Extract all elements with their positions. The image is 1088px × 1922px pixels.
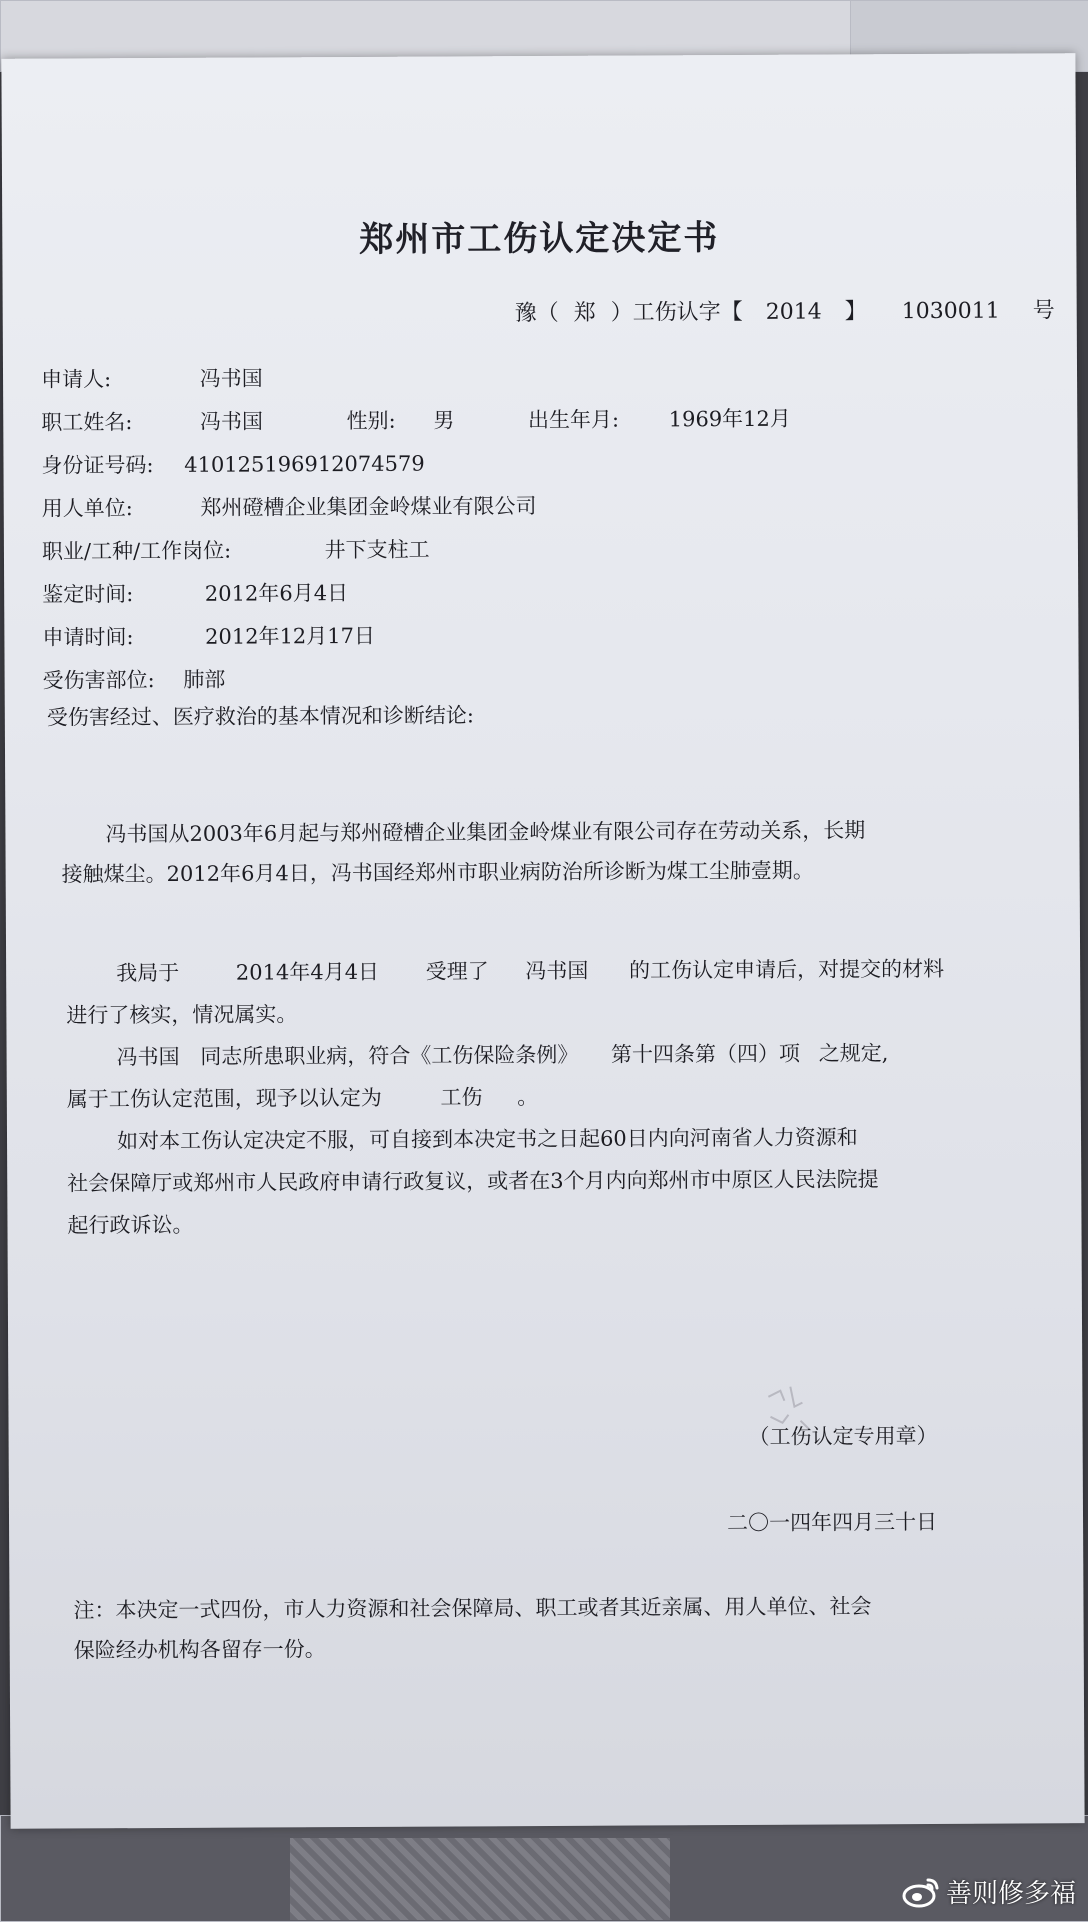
decision-result: 工伤 [440,1085,483,1110]
decision-paragraph-2-line2 [67,1087,538,1110]
watermark-text: 善则修多福 [945,1879,1076,1909]
weibo-icon [902,1876,940,1908]
doc-number-region: 郑 [573,300,596,326]
decision-text: 的工伤认定申请后，对提交的材料 [629,956,945,983]
field-label: 受伤害部位: [42,668,155,693]
field-value: 410125196912074579 [184,451,425,477]
decision-name: 冯书国 [116,1044,180,1070]
field-value: 冯书国 [199,366,263,391]
note-line: 注：本决定一式四份，市人力资源和社会保障局、职工或者其近亲属、用人单位、社会 [73,1594,872,1623]
appeal-line: 社会保障厅或郑州市人民政府申请行政复议，或者在3个月内向郑州市中原区人民法院提 [67,1167,879,1196]
field-worker-info [41,403,791,437]
field-occupation [42,534,430,566]
doc-number-middle: ）工伤认字【 [610,299,743,326]
field-label: 性别: [346,408,396,434]
decision-text: 。 [517,1085,539,1110]
decision-paragraph-2 [117,1043,889,1068]
field-value: 肺部 [183,667,226,692]
document-number [515,293,1055,327]
appeal-line: 如对本工伤认定决定不服，可自接到本决定书之日起60日内向河南省人力资源和 [116,1125,858,1154]
decision-text: 同志所患职业病，符合《工伤保险条例》 [200,1042,579,1069]
doc-number-year: 2014 [765,299,822,325]
background-photo-fragment [290,1838,670,1920]
doc-number-prefix: 豫（ [514,300,559,327]
decision-text: 我局于 [116,960,180,986]
field-applicant [41,362,263,393]
field-label: 身份证号码: [41,453,154,478]
field-label: 鉴定时间: [42,582,134,607]
doc-number-serial: 1030011 [901,298,1000,325]
field-employer [42,490,537,523]
document-title: 郑州市工伤认定决定书 [359,218,720,260]
issue-date: 二〇一四年四月三十日 [726,1509,938,1536]
field-label: 用人单位: [41,496,133,521]
field-injury-part [43,664,226,695]
doc-number-unit: 号 [1032,298,1055,324]
field-appraisal-date [42,577,348,609]
field-label: 职业/工种/工作岗位: [41,538,232,564]
field-value: 2012年12月17日 [205,623,376,649]
field-value: 2012年6月4日 [204,581,349,606]
field-label: 申请时间: [42,625,134,650]
decision-text: 属于工伤认定范围，现予以认定为 [66,1085,382,1112]
decision-name: 冯书国 [525,958,589,984]
field-label: 出生年月: [527,407,620,433]
seal-label: （工伤认定专用章） [748,1423,938,1449]
decision-article: 第十四条第（四）项 [610,1041,801,1067]
field-application-date [42,620,375,652]
decision-text: 受理了 [425,959,489,984]
document-page [1,53,1084,1829]
field-value: 井下支柱工 [324,537,430,563]
field-value: 郑州磴槽企业集团金岭煤业有限公司 [200,494,537,520]
decision-paragraph-1 [116,956,945,986]
circumstances-line: 冯书国从2003年6月起与郑州磴槽企业集团金岭煤业有限公司存在劳动关系，长期 [105,818,866,847]
circumstances-heading: 受伤害经过、医疗救治的基本情况和诊断结论: [46,703,474,730]
circumstances-line: 接触煤尘。2012年6月4日，冯书国经郑州市职业病防治所诊断为煤工尘肺壹期。 [61,858,814,887]
doc-number-bracket: 】 [844,299,867,325]
appeal-line: 起行政诉讼。 [67,1212,194,1238]
field-label: 申请人: [40,367,112,392]
field-value: 男 [433,408,455,433]
note-line: 保险经办机构各留存一份。 [73,1637,326,1663]
decision-date: 2014年4月4日 [235,959,380,985]
watermark [902,1873,1076,1910]
field-label: 职工姓名: [41,410,133,435]
field-value: 冯书国 [199,409,264,434]
decision-paragraph-1-line2: 进行了核实，情况属实。 [66,1002,298,1028]
field-value: 1969年12月 [668,406,791,432]
field-id-number [41,448,424,480]
decision-text: 之规定, [818,1041,889,1066]
